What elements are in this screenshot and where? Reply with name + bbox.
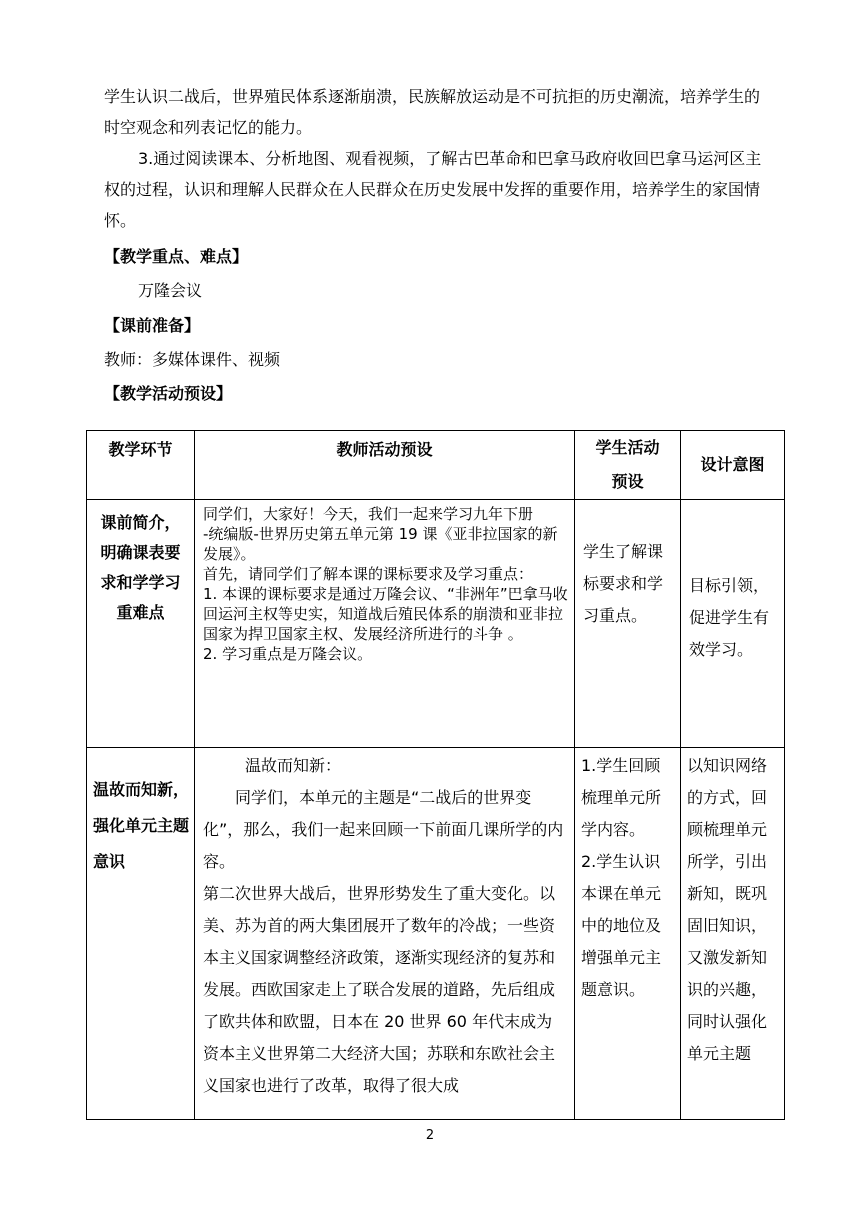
activity-heading: 【教学活动预设】 [104, 384, 233, 403]
row1-teacher-line: 1. 本课的课标要求是通过万隆会议、“非洲年”巴拿马收回运河主权等史实，知道战后殖民体系的崩溃和亚非拉国家为捍卫国家主权、发展经济所进行的斗争 。 [203, 585, 568, 643]
row2-teacher-p2: 第二次世界大战后，世界形势发生了重大变化。以美、苏为首的两大集团展开了数年的冷战；一些资本主义国家调整经济政策，逐渐实现经济的复苏和发展。西欧国家走上了联合发展的道路，先后组成了欧共体和欧盟，日本在 20 世界 60 年代末成为资本主义世界第二大经济大国；苏联和东欧社会主义国家也进行了改革，取得了很大成 [203, 884, 556, 1095]
row2-teacher [195, 748, 575, 1120]
row1-student: 学生了解课标要求和学习重点。 [575, 500, 681, 748]
row2-student-1: 1.学生回顾梳理单元所学内容。 [581, 756, 662, 839]
row1-stage: 课前简介，明确课表要求和学学习重难点 [87, 500, 195, 748]
row1-teacher-line: -统编版-世界历史第五单元第 19 课《亚非拉国家的新发展》。 [203, 525, 558, 563]
header-teacher: 教师活动预设 [195, 431, 575, 500]
row2-teacher-p1: 同学们，本单元的主题是“二战后的世界变化”，那么，我们一起来回顾一下前面几课所学的内容。 [203, 788, 564, 871]
row2-student [575, 748, 681, 1120]
table-header-row [87, 431, 785, 500]
row1-teacher-line: 同学们，大家好！今天，我们一起来学习九年下册 [203, 505, 534, 523]
row2-student-2: 2.学生认识本课在单元中的地位及增强单元主题意识。 [581, 852, 662, 999]
row2-stage: 温故而知新，强化单元主题意识 [87, 748, 195, 1120]
prep-text: 教师：多媒体课件、视频 [104, 350, 281, 369]
table-row [87, 500, 785, 748]
key-points-text: 万隆会议 [138, 281, 203, 300]
table-row [87, 748, 785, 1120]
prep-heading: 【课前准备】 [104, 316, 201, 335]
row1-design: 目标引领，促进学生有效学习。 [681, 500, 785, 748]
intro-paragraph-2: 3.通过阅读课本、分析地图、观看视频，了解古巴革命和巴拿马政府收回巴拿马运河区主权的过程，认识和理解人民群众在人民群众在历史发展中发挥的重要作用，培养学生的家国情怀。 [104, 149, 762, 230]
row1-teacher-line: 首先，请同学们了解本课的课标要求及学习重点： [203, 565, 534, 583]
header-stage: 教学环节 [87, 431, 195, 500]
intro-paragraph-1: 学生认识二战后，世界殖民体系逐渐崩溃，民族解放运动是不可抗拒的历史潮流，培养学生的时空观念和列表记忆的能力。 [104, 87, 761, 137]
key-points-heading: 【教学重点、难点】 [104, 247, 249, 266]
row2-teacher-title: 温故而知新： [245, 756, 342, 775]
header-design: 设计意图 [681, 431, 785, 500]
row1-teacher-line: 2. 学习重点是万隆会议。 [203, 645, 373, 663]
row1-teacher [195, 500, 575, 748]
page-number: 2 [425, 1128, 435, 1143]
header-student: 学生活动预设 [575, 431, 681, 500]
teaching-activity-table [86, 430, 785, 1120]
row2-design: 以知识网络的方式，回顾梳理单元所学，引出新知，既巩固旧知识，又激发新知识的兴趣，同时认强化单元主题 [681, 748, 785, 1120]
